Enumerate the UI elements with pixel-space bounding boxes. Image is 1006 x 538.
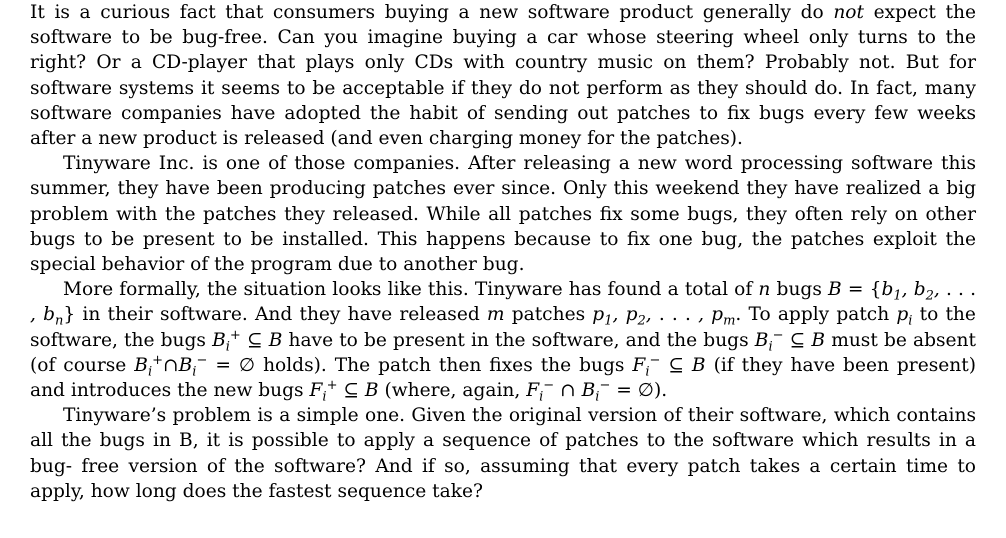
math-disjoint-2: $F_i^-$ ∩ $B_i^-$ = ∅	[526, 377, 654, 405]
p3-text-e: . To apply patch	[735, 304, 890, 326]
p3-text-k: (where, again,	[384, 380, 521, 402]
problem-statement	[30, 0, 976, 504]
math-m: m	[486, 304, 505, 326]
p3-text-d: patches	[511, 304, 586, 326]
p3-text-a: More formally, the situation looks like this. Tinyware has found a total of	[63, 279, 753, 301]
paragraph-4	[30, 403, 976, 504]
p1-emphasis: not	[833, 2, 864, 23]
math-fplus: $F_i^+$ ⊆ B	[309, 377, 379, 405]
math-bminus: $B_i^-$ ⊆ B	[754, 327, 826, 355]
p1-text-b: expect the software to be bug-free. Can you imagine buying a car whose steering wheel only turns to the right? Or a CD-player that plays only CDs with country music on them? Probably not. But for software systems it seems to be acceptable if they do not perform as they should do. In fact, many software companies have adopted the habit of sending out patches to fix bugs every few weeks after a new product is released (and even charging money for the patches).	[30, 2, 976, 150]
math-n: n	[758, 279, 771, 301]
math-pi: $p_i$	[896, 304, 913, 330]
p3-text-l: ).	[653, 380, 668, 402]
p4-text: Tinyware’s problem is a simple one. Given the original version of their software, which contains all the bugs in B, it is possible to apply a sequence of patches to the software which results in a bug- free version of the software? And if so, assuming that every patch takes a certain time to apply, how long does the fastest sequence take?	[30, 405, 976, 502]
paragraph-1	[30, 0, 976, 151]
math-bplus: $B_i^+$ ⊆ B	[212, 327, 283, 355]
p3-text-b: bugs	[776, 279, 822, 301]
p1-text-a: It is a curious fact that consumers buying a new software product generally do	[30, 2, 824, 23]
p3-text-f: to the software, the bugs	[30, 304, 976, 351]
paragraph-2	[30, 151, 976, 277]
p3-text-i: holds). The patch then fixes the bugs	[263, 354, 625, 376]
p2-text: Tinyware Inc. is one of those companies. After releasing a new word processing software this summer, they have been producing patches ever since. Only this weekend they have realized a big problem with the patches they released. While all patches fix some bugs, they often rely on other bugs to be present to be installed. This happens because to fix one bug, the patches exploit the special behavior of the program due to another bug.	[30, 153, 976, 276]
math-bug-set: $B = \{b_1$, $b_2$, . . . , $b_n$}	[30, 279, 976, 330]
math-fminus: $F_i^-$ ⊆ B	[632, 352, 706, 380]
p3-text-c: in their software. And they have released	[82, 304, 480, 326]
paragraph-3	[30, 277, 976, 403]
p3-text-j: (if they have been present) and introduces the new bugs	[30, 354, 976, 402]
math-patches: $p_1$, $p_2$, . . . , $p_m$	[592, 304, 736, 330]
math-disjoint-1: $B_i^+\cap B_i^-$ = ∅	[134, 352, 256, 380]
p3-text-g: have to be present in the software, and the bugs	[288, 329, 749, 351]
p3-text-h: must be absent (of course	[30, 329, 976, 376]
